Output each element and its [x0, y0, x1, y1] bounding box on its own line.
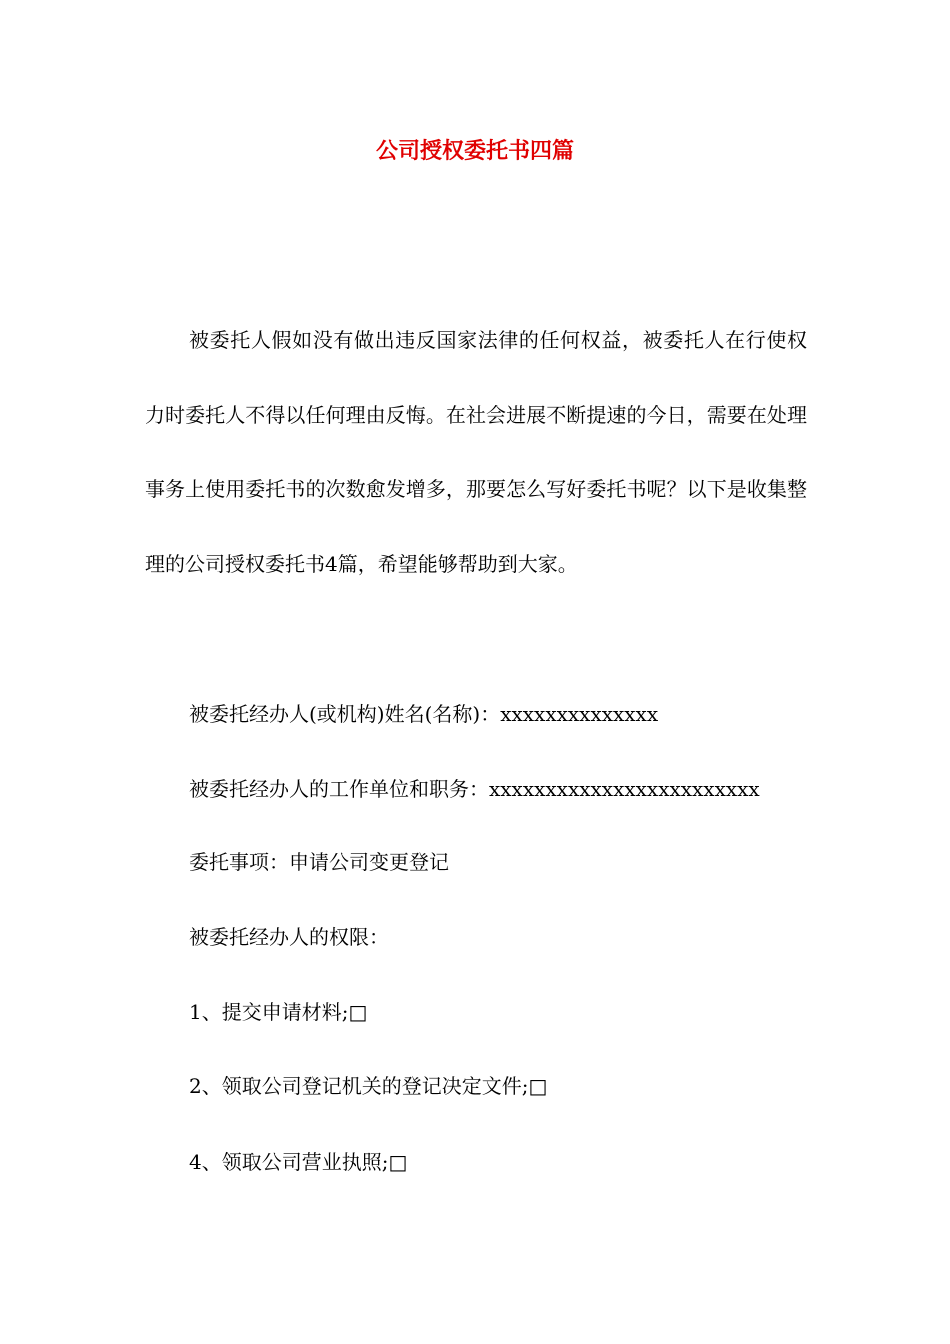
authority-item-2: 2、领取公司登记机关的登记决定文件;□ [189, 1074, 548, 1098]
entrusted-matter-line: 委托事项：申请公司变更登记 [189, 850, 449, 874]
agent-name-line: 被委托经办人(或机构)姓名(名称)：xxxxxxxxxxxxxx [189, 702, 659, 726]
authority-item-1: 1、提交申请材料;□ [189, 1000, 368, 1024]
agent-authority-heading: 被委托经办人的权限： [189, 925, 389, 949]
intro-paragraph: 被委托人假如没有做出违反国家法律的任何权益，被委托人在行使权力时委托人不得以任何理由反悔。在社会进展不断提速的今日，需要在处理事务上使用委托书的次数愈发增多，那要怎么写好委托书呢？以下是收集整理的公司授权委托书4篇，希望能够帮助到大家。 [145, 328, 807, 576]
agent-employer-line: 被委托经办人的工作单位和职务：xxxxxxxxxxxxxxxxxxxxxxxx [189, 777, 760, 801]
authority-item-4: 4、领取公司营业执照;□ [189, 1150, 408, 1174]
document-title: 公司授权委托书四篇 [375, 139, 574, 164]
